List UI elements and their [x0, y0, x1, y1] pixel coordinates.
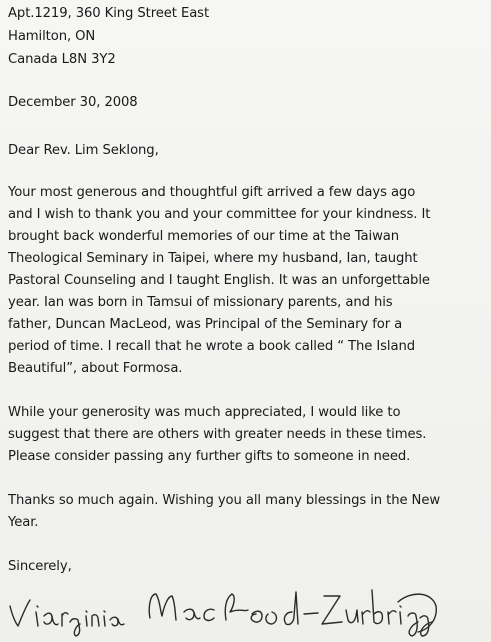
paragraph-1-line: period of time. I recall that he wrote a book called “ The Island — [8, 339, 415, 354]
address-line-1: Apt.1219, 360 King Street East — [8, 6, 210, 21]
paragraph-1-line: year. Ian was born in Tamsui of missionary parents, and his — [8, 295, 393, 310]
paragraph-1-line: Pastoral Counseling and I taught English. It was an unforgettable — [8, 273, 430, 288]
letter-date: December 30, 2008 — [8, 95, 138, 110]
paragraph-1-line: brought back wonderful memories of our time at the Taiwan — [8, 229, 400, 244]
paragraph-1-line: father, Duncan MacLeod, was Principal of the Seminary for a — [8, 317, 403, 332]
paragraph-3-line: Year. — [8, 515, 39, 530]
paragraph-1-line: Beautiful”, about Formosa. — [8, 361, 183, 376]
paragraph-2-line: suggest that there are others with greater needs in these times. — [8, 427, 427, 442]
paragraph-2-line: Please consider passing any further gifts to someone in need. — [8, 449, 411, 464]
paragraph-1-line: Your most generous and thoughtful gift arrived a few days ago — [8, 185, 416, 200]
handwritten-signature — [0, 566, 491, 642]
address-line-3: Canada L8N 3Y2 — [8, 52, 116, 67]
paragraph-1-line: Theological Seminary in Taipei, where my husband, Ian, taught — [8, 251, 418, 266]
salutation: Dear Rev. Lim SekIong, — [8, 143, 159, 158]
paragraph-3-line: Thanks so much again. Wishing you all many blessings in the New — [8, 493, 441, 508]
closing: Sincerely, — [8, 559, 72, 574]
paragraph-2-line: While your generosity was much appreciated, I would like to — [8, 405, 401, 420]
address-line-2: Hamilton, ON — [8, 29, 96, 44]
paragraph-1-line: and I wish to thank you and your committee for your kindness. It — [8, 207, 431, 222]
